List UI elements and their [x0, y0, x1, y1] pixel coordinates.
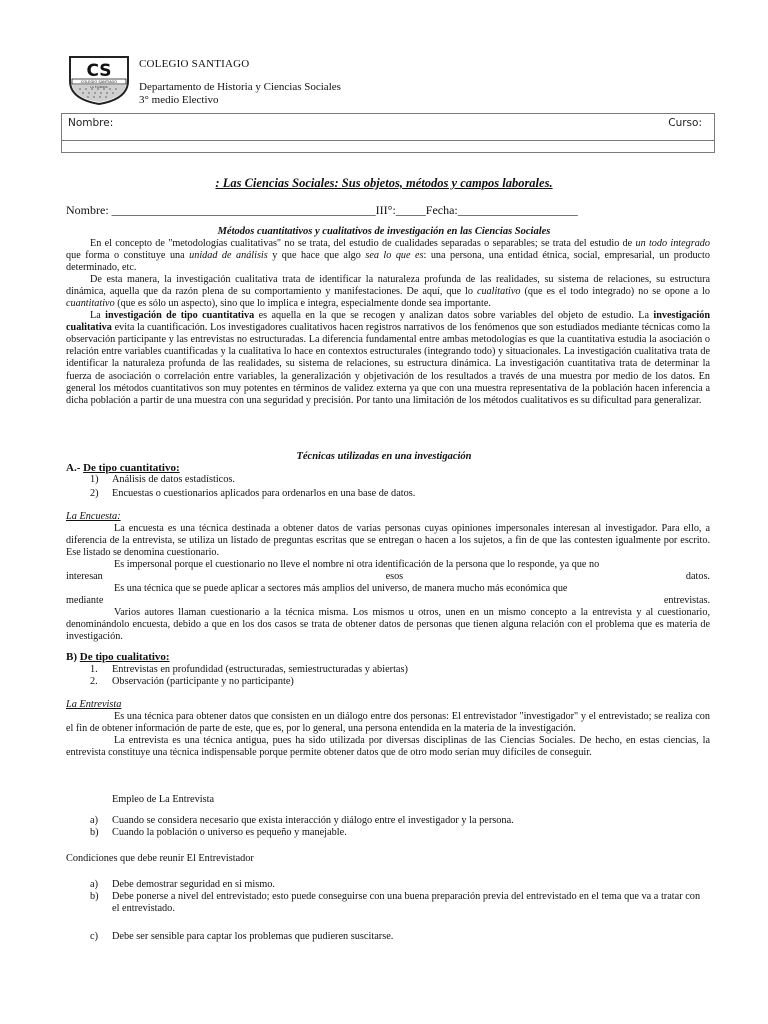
condiciones-list: [90, 879, 710, 943]
date-label: Fecha:: [425, 203, 458, 217]
section-prefix: B): [66, 651, 80, 663]
text: : una persona, una entidad étnica, social, empresarial, un producto determinado, etc.: [66, 250, 710, 274]
list-text: Debe demostrar seguridad en si mismo.: [112, 879, 275, 890]
encuesta-heading: La Encuesta:: [66, 511, 121, 522]
text: evita la cuantificación. Los investigadores cualitativos hacen registros narrativos de los fenómenos que son estudiados mediante técnicas como la observación participante y las entrevistas no estructuradas. La diferencia fundamental entre ambas metodologías es que la cuantitativa estudia la asociación o relación entre variables cuantificadas y la cualitativa lo hace en contextos estructurales (integrando todo) y situacionales. La investigación cualitativa trata de identificar la naturaleza profunda de las realidades, su sistema de relaciones, su estructura dinámica. La investigación cuantitativa trata de determinar la fuerza de asociación o correlación entre variables, la generalización y objetivación de los resultados a través de una muestra por medio de los datos. En general los métodos cuantitativos son muy potentes en términos de validez externa ya que con una muestra representativa de la población hacen inferencia a dicha población a partir de una muestra con una seguridad y precisión. Por tanto una limitación de los métodos cualitativos es su dificultad para generalizar.: [66, 322, 710, 406]
list-text: Análisis de datos estadísticos.: [112, 474, 235, 485]
section-prefix: A.-: [66, 462, 84, 474]
document-title: : Las Ciencias Sociales: Sus objetos, métodos y campos laborales.: [215, 176, 553, 190]
encuesta-paragraph-3: Es una técnica que se puede aplicar a sectores más amplios del universo, de manera mucho más económica que: [114, 583, 568, 595]
text: (que es el todo integrado) no se opone a lo: [520, 286, 710, 298]
text: interesan: [66, 571, 103, 583]
list-item: [90, 488, 415, 500]
list-text: Encuestas o cuestionarios aplicados para ordenarlos en una base de datos.: [112, 488, 416, 499]
intro-paragraph-1: [66, 238, 710, 274]
list-item: [90, 815, 514, 827]
list-number: 2): [90, 488, 99, 499]
fill-in-line: [66, 203, 578, 218]
logo-sub-text: LA FLORIDA: [90, 85, 108, 89]
list-item: [90, 891, 710, 915]
course-level: 3° medio Electivo: [139, 94, 219, 106]
text: datos.: [685, 571, 710, 583]
encuesta-paragraph-3-last-line: [66, 595, 710, 607]
list-number: a): [90, 879, 98, 890]
section-title: De tipo cualitativo:: [79, 651, 170, 663]
list-item: [90, 664, 408, 676]
list-item: [90, 676, 408, 688]
list-item: [90, 474, 415, 486]
bold-term: investigación cualitativa: [66, 310, 710, 334]
text: La: [90, 310, 106, 322]
list-number: b): [90, 891, 99, 902]
list-number: b): [90, 827, 99, 838]
text: y que hace que algo: [267, 250, 366, 262]
intro-paragraph-2: [66, 274, 710, 310]
text: que forma o constituye una: [66, 250, 190, 262]
section-subtitle: Métodos cuantitativos y cualitativos de investigación en las Ciencias Sociales: [217, 226, 551, 237]
emphasis: cuantitativo: [66, 298, 115, 310]
text: esos: [385, 571, 404, 583]
text: es aquella en la que se recogen y analizan datos sobre variables del objeto de estudio. La: [254, 310, 654, 322]
list-number: a): [90, 815, 98, 826]
date-blank[interactable]: ____________________: [457, 203, 578, 217]
emphasis: unidad de análisis: [189, 250, 268, 262]
list-item: [90, 879, 710, 891]
encuesta-text: [66, 523, 710, 643]
encuesta-paragraph-2-last-line: [66, 571, 710, 583]
condiciones-heading: Condiciones que debe reunir El Entrevistador: [66, 853, 254, 864]
text: (que es sólo un aspecto), sino que lo implica e integra, especialmente donde sea importante.: [114, 298, 491, 310]
list-text: Debe ser sensible para captar los problemas que pudieren suscitarse.: [112, 931, 394, 942]
list-text: Cuando se considera necesario que exista interacción y diálogo entre el investigador y la persona.: [112, 815, 514, 826]
list-text: Entrevistas en profundidad (estructuradas, semiestructuradas y abiertas): [112, 664, 408, 675]
logo-initials: CS: [86, 61, 112, 81]
text: Es impersonal porque el cuestionario no lleve el nombre ni otra identificación de la persona que lo responde, ya que no: [114, 559, 600, 571]
bold-term: investigación de tipo cuantitativa: [105, 310, 255, 322]
name-row[interactable]: [62, 114, 714, 141]
text: mediante: [66, 595, 104, 607]
grade-blank[interactable]: _____: [395, 203, 426, 217]
entrevista-text: [66, 711, 710, 759]
emphasis: sea lo que es: [365, 250, 424, 262]
list-number: 1): [90, 474, 99, 485]
entrevista-heading: La Entrevista: [66, 699, 122, 710]
emphasis: cualitativo: [476, 286, 521, 298]
grade-label: III°:: [375, 203, 396, 217]
emphasis: un todo integrado: [635, 238, 710, 249]
student-info-box: [61, 113, 715, 153]
logo-banner-text: COLEGIO SANTIAGO: [80, 80, 118, 84]
shield-icon: [68, 55, 130, 105]
list-text: Debe ponerse a nivel del entrevistado; esto puede conseguirse con una buena preparación previa del entrevistado en el tema que va a tratar con el entrevistado.: [112, 891, 701, 914]
text: De esta manera, la investigación cualitativa trata de identificar la naturaleza profunda de las realidades, su sistema de relaciones, su estructura dinámica, aquella que da razón plena de su comportamiento y manifestaciones. De aquí, que lo: [66, 274, 710, 298]
encuesta-paragraph-1: La encuesta es una técnica destinada a obtener datos de varias personas cuyas opiniones impersonales interesan al investigador. Para ello, a diferencia de la entrevista, se utiliza un listado de preguntas escritas que se entregan o hacen a los sujetos, a fin de que las contesten igualmente por escrito. Ese listado se denomina cuestionario.: [66, 523, 710, 559]
name-blank[interactable]: ____________________________________________: [111, 203, 376, 217]
list-text: Cuando la población o universo es pequeño y manejable.: [112, 827, 347, 838]
intro-text: [66, 238, 710, 407]
list-number: c): [90, 931, 98, 942]
section-a-list: [90, 474, 415, 500]
school-name: COLEGIO SANTIAGO: [139, 58, 250, 70]
empleo-heading: Empleo de La Entrevista: [112, 794, 215, 805]
course-field-label: Curso:: [668, 117, 702, 129]
list-item: [90, 931, 710, 943]
entrevista-paragraph-2: La entrevista es una técnica antigua, pues ha sido utilizada por diversas disciplinas de las Ciencias Sociales. De hecho, en estas ciencias, la entrevista constituye una técnica indispensable porque permite obtener datos que de otro modo serían muy difíciles de conseguir.: [66, 735, 710, 759]
encuesta-paragraph-4: Varios autores llaman cuestionario a la técnica misma. Los mismos u otros, unen en un mismo concepto a la entrevista y al cuestionario, denominándolo encuesta, debido a que en los dos casos se trata de obtener datos de personas que tienen alguna relación con el problema que es materia de investigación.: [66, 607, 710, 643]
text: entrevistas.: [663, 595, 710, 607]
entrevista-paragraph-1: Es una técnica para obtener datos que consisten en un diálogo entre dos personas: El entrevistador "investigador" y el entrevistado; se realiza con el fin de obtener información de parte de este, que es, por lo general, una persona entendida en la materia de la investigación.: [66, 711, 710, 735]
section-b-list: [90, 664, 408, 688]
section-title: De tipo cuantitativo:: [83, 462, 180, 474]
empleo-list: [90, 815, 514, 839]
intro-paragraph-3: [66, 310, 710, 406]
text: En el concepto de "metodologías cualitativas" no se trata, del estudio de cualidades separadas o separables; se trata del estudio de: [90, 238, 636, 249]
list-item: [90, 827, 514, 839]
list-number: 1.: [90, 664, 98, 675]
list-text: Observación (participante y no participante): [112, 676, 294, 687]
list-number: 2.: [90, 676, 98, 687]
techniques-title: Técnicas utilizadas en una investigación: [296, 451, 472, 462]
name-label: Nombre:: [66, 203, 112, 217]
section-a-heading: [66, 462, 180, 474]
department-info: [139, 81, 341, 107]
name-field-label: Nombre:: [68, 117, 114, 129]
department-name: Departamento de Historia y Ciencias Sociales: [139, 81, 341, 93]
encuesta-paragraph-2: [66, 559, 710, 571]
section-b-heading: [66, 651, 170, 663]
school-logo: [68, 55, 130, 105]
